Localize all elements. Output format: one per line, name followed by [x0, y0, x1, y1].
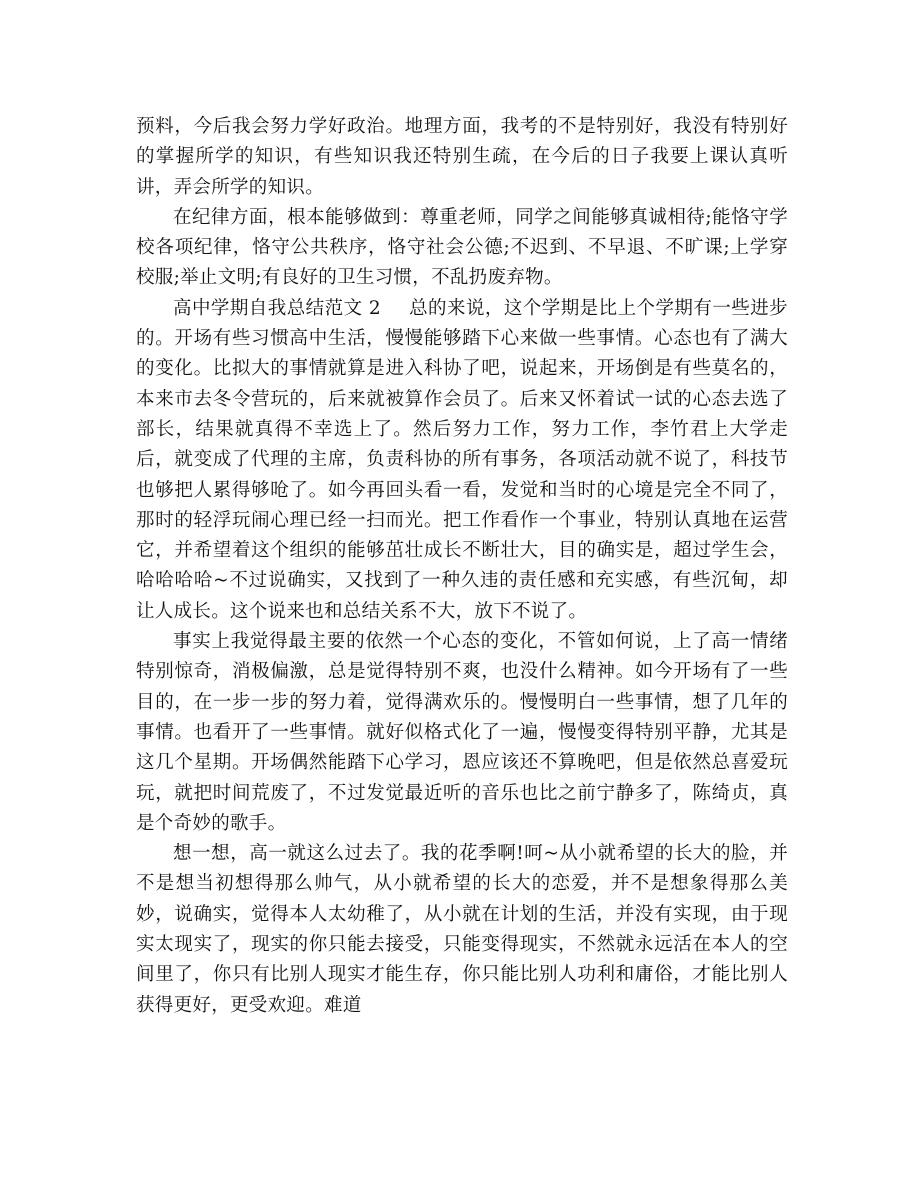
section-heading: 高中学期自我总结范文 2	[173, 297, 381, 319]
paragraph-1: 预料，今后我会努力学好政治。地理方面，我考的不是特别好，我没有特别好的掌握所学的知识，有些知识我还特别生疏，在今后的日子我要上课认真听讲，弄会所学的知识。	[136, 116, 788, 198]
paragraph-3	[136, 294, 788, 627]
paragraph-5: 想一想，高一就这么过去了。我的花季啊!呵~从小就希望的长大的脸，并不是想当初想得那么帅气，从小就希望的长大的恋爱，并不是想象得那么美妙，说确实，觉得本人太幼稚了，从小就在计划的生活，并没有实现，由于现实太现实了，现实的你只能去接受，只能变得现实，不然就永远活在本人的空间里了，你只有比别人现实才能生存，你只能比别人功利和庸俗，才能比别人获得更好，更受欢迎。难道	[136, 843, 788, 1016]
paragraph-3-body: 总的来说，这个学期是比上个学期有一些进步的。开场有些习惯高中生活，慢慢能够踏下心来做一些事情。心态也有了满大的变化。比拟大的事情就算是进入科协了吧，说起来，开场倒是有些莫名的，本来市去冬令营玩的，后来就被算作会员了。后来又怀着试一试的心态去选了部长，结果就真得不幸选上了。然后努力工作，努力工作，李竹君上大学走后，就变成了代理的主席，负责科协的所有事务，各项活动就不说了，科技节也够把人累得够呛了。如今再回头看一看，发觉和当时的心境是完全不同了，那时的轻浮玩闹心理已经一扫而光。把工作看作一个事业，特别认真地在运营它，并希望着这个组织的能够茁壮成长不断壮大，目的确实是，超过学生会，哈哈哈哈~不过说确实，又找到了一种久违的责任感和充实感，有些沉甸，却让人成长。这个说来也和总结关系不大，放下不说了。	[136, 297, 788, 622]
paragraph-4: 事实上我觉得最主要的依然一个心态的变化，不管如何说，上了高一情绪特别惊奇，消极偏激，总是觉得特别不爽，也没什么精神。如今开场有了一些目的，在一步一步的努力着，觉得满欢乐的。慢慢明白一些事情，想了几年的事情。也看开了一些事情。就好似格式化了一遍，慢慢变得特别平静，尤其是这几个星期。开场偶然能踏下心学习，恩应该还不算晚吧，但是依然总喜爱玩玩，就把时间荒废了，不过发觉最近听的音乐也比之前宁静多了，陈绮贞，真是个奇妙的歌手。	[136, 631, 788, 834]
document-page	[136, 112, 788, 1021]
paragraph-2: 在纪律方面，根本能够做到：尊重老师，同学之间能够真诚相待;能恪守学校各项纪律，恪守公共秩序，恪守社会公德;不迟到、不早退、不旷课;上学穿校服;举止文明;有良好的卫生习惯，不乱扔废弃物。	[136, 206, 788, 289]
